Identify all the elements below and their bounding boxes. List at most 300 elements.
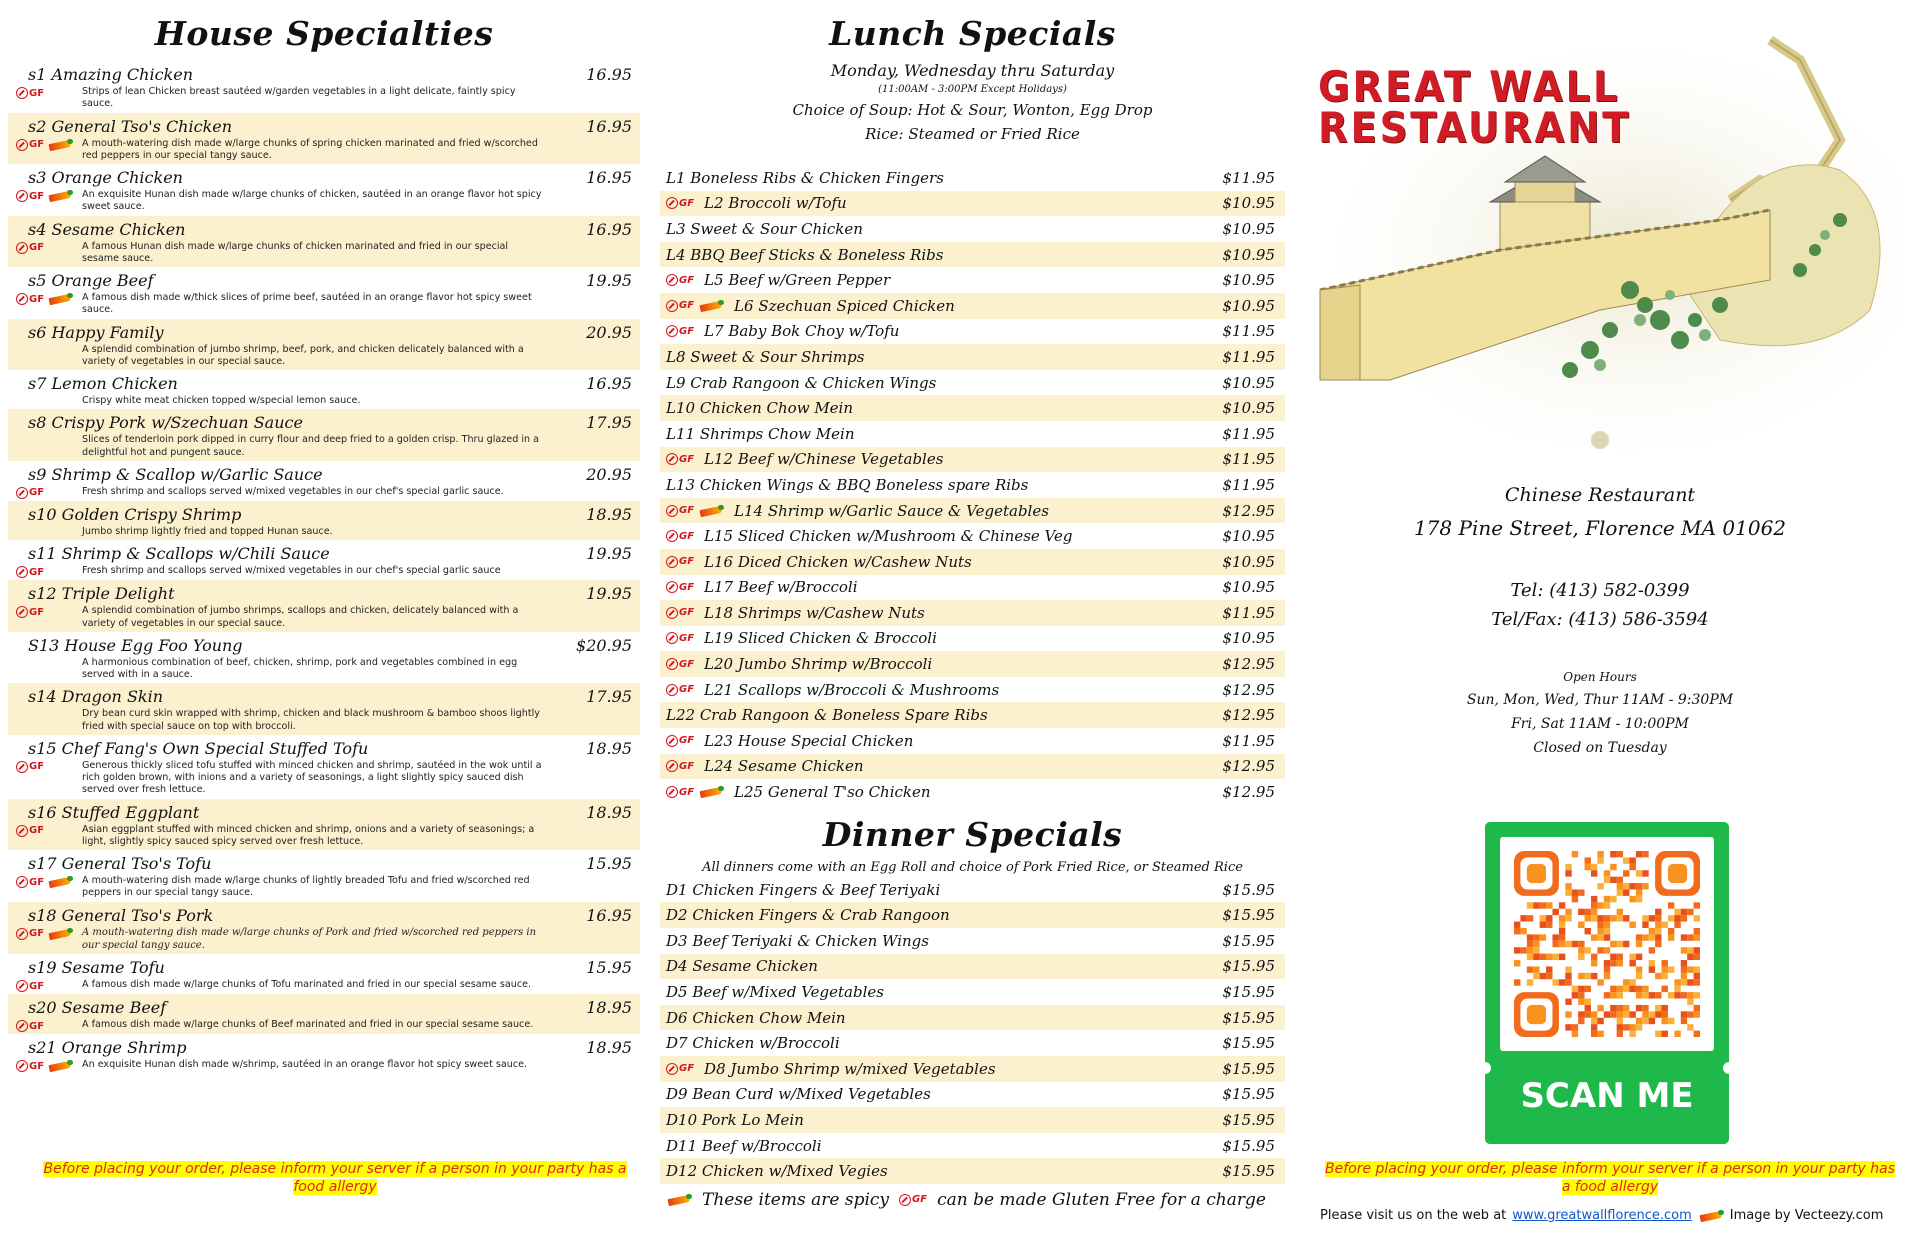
house-item-header <box>16 584 632 603</box>
lunch-item <box>660 370 1285 396</box>
house-item <box>8 850 640 902</box>
scan-me-label: SCAN ME <box>1520 1076 1694 1116</box>
gluten-free-icon: GF <box>666 607 694 619</box>
contact-info <box>1360 484 1840 756</box>
item-description: Generous thickly sliced tofu stuffed with minced chicken and shrimp, sautéed in the wok until a rich golden brown, with inions and a variety of seasonings, a light slightly spicy sauced dish served over fresh lettuce. <box>82 759 542 796</box>
item-description: A splendid combination of jumbo shrimps, scallops and chicken, delicately balanced with a variety of vegetables in our special sauce. <box>82 605 519 629</box>
item-name: L24 Sesame Chicken <box>704 757 864 776</box>
item-name: s20 Sesame Beef <box>28 998 167 1018</box>
item-description: A harmonious combination of beef, chicken, shrimp, pork and vegetables combined in egg served with in a sauce. <box>82 656 518 681</box>
house-item <box>8 319 640 371</box>
telephone: Tel: (413) 582-0399 <box>1510 580 1690 601</box>
dinner-item <box>660 902 1285 928</box>
house-item-detail <box>16 708 632 733</box>
qr-code-frame <box>1500 837 1714 1051</box>
lunch-specials-title: Lunch Specials <box>829 14 1116 53</box>
item-name: D7 Chicken w/Broccoli <box>666 1034 840 1053</box>
item-price: 18.95 <box>586 1038 632 1058</box>
gluten-free-icon: GF <box>666 760 694 772</box>
item-label <box>666 553 972 571</box>
item-name: L20 Jumbo Shrimp w/Broccoli <box>704 655 933 674</box>
house-item-detail <box>16 434 632 459</box>
house-item-header <box>16 271 632 290</box>
house-item-header <box>16 906 632 925</box>
item-name: L15 Sliced Chicken w/Mushroom & Chinese Veg <box>704 527 1073 546</box>
item-icons <box>16 526 82 527</box>
item-price: $15.95 <box>1222 1162 1275 1181</box>
item-name: s12 Triple Delight <box>28 584 175 604</box>
item-icons <box>666 325 694 337</box>
house-specialties-section <box>8 14 640 1074</box>
item-icons <box>16 395 82 396</box>
gluten-free-icon: GF <box>666 505 694 517</box>
item-name: L9 Crab Rangoon & Chicken Wings <box>666 373 937 392</box>
item-price: 16.95 <box>586 65 632 84</box>
gluten-free-icon: GF <box>16 190 44 202</box>
dinner-item <box>660 1133 1285 1159</box>
item-price: 19.95 <box>586 271 632 291</box>
house-item <box>8 267 640 319</box>
gluten-free-icon: GF <box>666 632 694 644</box>
item-icons <box>666 300 724 312</box>
item-description: Crispy white meat chicken topped w/special lemon sauce. <box>82 395 361 407</box>
item-label <box>666 1137 822 1155</box>
item-name: s19 Sesame Tofu <box>28 958 165 978</box>
item-price: $10.95 <box>1222 527 1275 546</box>
gluten-free-icon: GF <box>666 658 694 670</box>
lunch-item <box>660 600 1285 626</box>
house-item-detail <box>16 189 632 214</box>
item-name: L2 Broccoli w/Tofu <box>704 194 847 213</box>
item-icons <box>16 565 82 578</box>
legend-gf-text: can be made Gluten Free for a charge <box>937 1189 1266 1210</box>
house-item-detail <box>16 824 632 849</box>
chili-pepper-icon <box>666 1194 692 1206</box>
house-item-detail <box>16 138 632 163</box>
house-item <box>8 501 640 540</box>
house-item <box>8 735 640 799</box>
item-name: s17 General Tso's Tofu <box>28 854 212 874</box>
house-item-detail <box>16 979 632 992</box>
item-description: A mouth-watering dish made w/large chunks of spring chicken marinated and fried w/scorched red peppers in our special tangy sauce. <box>82 137 538 161</box>
qr-notch-left <box>1479 1062 1491 1074</box>
lunch-item <box>660 319 1285 345</box>
house-item-header <box>16 465 632 484</box>
item-name: L3 Sweet & Sour Chicken <box>666 219 863 238</box>
allergy-notice-right <box>1320 1160 1900 1196</box>
item-name: D5 Beef w/Mixed Vegetables <box>666 983 884 1002</box>
item-label <box>666 425 854 443</box>
item-price: $15.95 <box>1222 1059 1275 1078</box>
gluten-free-icon: GF <box>666 581 694 593</box>
item-label <box>666 604 925 622</box>
item-price: 17.95 <box>586 687 632 707</box>
item-name: D1 Chicken Fingers & Beef Teriyaki <box>666 880 941 899</box>
item-name: L18 Shrimps w/Cashew Nuts <box>704 603 925 622</box>
icon-legend <box>660 1190 1285 1210</box>
item-description: A famous dish made w/thick slices of prime beef, sautéed in an orange flavor hot spicy sweet sauce. <box>82 292 532 316</box>
item-label <box>666 983 884 1001</box>
gluten-free-icon: GF <box>16 139 44 151</box>
item-price: 20.95 <box>586 322 632 342</box>
house-item-header <box>16 998 632 1017</box>
item-name: L23 House Special Chicken <box>704 731 914 750</box>
item-name: s11 Shrimp & Scallops w/Chili Sauce <box>28 544 330 564</box>
item-name: L11 Shrimps Chow Mein <box>666 424 855 443</box>
item-icons <box>666 658 694 670</box>
house-item-detail <box>16 927 632 953</box>
item-description: A famous Hunan dish made w/large chunks of chicken marinated and fried in our special sesame sauce. <box>82 240 509 264</box>
gluten-free-icon: GF <box>16 876 44 888</box>
item-price: $15.95 <box>1222 1085 1275 1104</box>
item-price: $12.95 <box>1222 706 1275 725</box>
website-link[interactable]: www.greatwallflorence.com <box>1512 1208 1692 1223</box>
item-price: $11.95 <box>1222 347 1275 366</box>
house-item-detail <box>16 486 632 499</box>
lunch-item <box>660 165 1285 191</box>
item-price: 18.95 <box>586 998 632 1018</box>
chili-pepper-icon <box>698 300 724 312</box>
dinner-item <box>660 1056 1285 1082</box>
house-item <box>8 216 640 268</box>
item-name: L4 BBQ Beef Sticks & Boneless Ribs <box>666 245 944 264</box>
gluten-free-icon: GF <box>666 197 694 209</box>
dinner-item <box>660 877 1285 903</box>
item-label <box>666 1009 846 1027</box>
item-name: s3 Orange Chicken <box>28 168 183 188</box>
lunch-item <box>660 395 1285 421</box>
gluten-free-icon: GF <box>16 242 44 254</box>
item-label <box>666 502 1049 520</box>
restaurant-type: Chinese Restaurant <box>1504 484 1696 506</box>
gluten-free-icon: GF <box>666 556 694 568</box>
item-price: $11.95 <box>1222 424 1275 443</box>
item-price: $11.95 <box>1222 322 1275 341</box>
item-price: 16.95 <box>586 168 632 188</box>
chili-pepper-icon <box>47 190 73 202</box>
house-item-detail <box>16 605 632 630</box>
item-name: L19 Sliced Chicken & Broccoli <box>704 629 937 648</box>
item-icons <box>16 605 82 618</box>
item-icons <box>16 979 82 992</box>
item-name: L25 General T'so Chicken <box>734 783 931 802</box>
lunch-specials-list <box>660 165 1285 805</box>
house-item-header <box>16 168 632 187</box>
gluten-free-icon: GF <box>666 684 694 696</box>
item-label <box>666 706 988 724</box>
item-price: $10.95 <box>1222 271 1275 290</box>
gluten-free-icon: GF <box>16 487 44 499</box>
item-icons <box>666 505 724 517</box>
house-item-header <box>16 117 632 136</box>
gluten-free-icon: GF <box>16 1020 44 1032</box>
qr-code-card[interactable] <box>1485 822 1729 1144</box>
gluten-free-icon: GF <box>16 293 44 305</box>
item-price: $10.95 <box>1222 296 1275 315</box>
item-name: L14 Shrimp w/Garlic Sauce & Vegetables <box>734 501 1049 520</box>
item-price: $12.95 <box>1222 783 1275 802</box>
qr-code-icon <box>1514 851 1700 1037</box>
allergy-notice-left <box>40 1160 630 1196</box>
house-item <box>8 799 640 851</box>
house-item <box>8 1034 640 1074</box>
house-item-header <box>16 505 632 524</box>
item-label <box>666 450 943 468</box>
gluten-free-icon: GF <box>16 606 44 618</box>
item-price: $12.95 <box>1222 655 1275 674</box>
gluten-free-icon: GF <box>666 453 694 465</box>
footer <box>1320 1208 1900 1223</box>
chili-pepper-icon <box>47 928 73 940</box>
item-price: $12.95 <box>1222 501 1275 520</box>
house-item <box>8 683 640 735</box>
gluten-free-icon: GF <box>16 566 44 578</box>
item-price: $10.95 <box>1222 245 1275 264</box>
item-icons <box>16 760 82 773</box>
item-description: Strips of lean Chicken breast sautéed w/garden vegetables in a light delicate, faintly spicy sauce. <box>82 86 516 110</box>
item-label <box>666 374 936 392</box>
item-icons <box>666 197 694 209</box>
item-price: 16.95 <box>586 374 632 394</box>
house-item-header <box>16 958 632 977</box>
item-name: S13 House Egg Foo Young <box>28 635 243 655</box>
item-icons <box>666 1063 694 1075</box>
item-name: s7 Lemon Chicken <box>28 374 178 394</box>
item-price: $10.95 <box>1222 578 1275 597</box>
chili-pepper-icon <box>47 1060 73 1072</box>
image-credit: Image by Vecteezy.com <box>1729 1208 1884 1223</box>
house-item-detail <box>16 395 632 407</box>
item-price: 18.95 <box>586 504 632 524</box>
item-name: D10 Pork Lo Mein <box>666 1110 804 1129</box>
lunch-item <box>660 242 1285 268</box>
lunch-item <box>660 677 1285 703</box>
gluten-free-icon: GF <box>666 325 694 337</box>
item-label <box>666 271 890 289</box>
house-specialties-title: House Specialties <box>154 14 494 53</box>
lunch-item <box>660 293 1285 319</box>
house-item-header <box>16 739 632 758</box>
item-label <box>666 169 944 187</box>
item-icons <box>666 735 694 747</box>
lunch-item <box>660 549 1285 575</box>
house-item-detail <box>16 292 632 317</box>
lunch-item <box>660 754 1285 780</box>
gluten-free-icon: GF <box>666 300 694 312</box>
dinner-item <box>660 1005 1285 1031</box>
item-description: Asian eggplant stuffed with minced chicken and shrimp, onions and a variety of seasonings; a light, slightly spicy sauced spicy served over fresh lettuce. <box>82 823 535 847</box>
lunch-item <box>660 344 1285 370</box>
house-item <box>8 580 640 632</box>
house-item <box>8 902 640 955</box>
lunch-item <box>660 498 1285 524</box>
gluten-free-icon: GF <box>16 928 44 940</box>
dinner-item <box>660 954 1285 980</box>
dinner-item <box>660 1030 1285 1056</box>
item-price: $12.95 <box>1222 680 1275 699</box>
gluten-free-icon: GF <box>16 980 44 992</box>
house-item-header <box>16 636 632 655</box>
chili-pepper-icon <box>698 786 724 798</box>
house-item <box>8 540 640 580</box>
house-item-header <box>16 854 632 873</box>
item-price: $11.95 <box>1222 450 1275 469</box>
lunch-item <box>660 575 1285 601</box>
house-item <box>8 461 640 501</box>
item-label <box>666 348 864 366</box>
item-name: s10 Golden Crispy Shrimp <box>28 504 242 524</box>
item-price: $15.95 <box>1222 1110 1275 1129</box>
house-item-header <box>16 1038 632 1057</box>
item-description: A mouth-watering dish made w/large chunks of lightly breaded Tofu and fried w/scorched red peppers in our special tangy sauce. <box>82 875 530 899</box>
house-item <box>8 409 640 461</box>
lunch-hours: (11:00AM - 3:00PM Except Holidays) <box>878 84 1067 95</box>
item-price: $15.95 <box>1222 1034 1275 1053</box>
item-name: s5 Orange Beef <box>28 271 154 291</box>
item-label <box>666 732 913 750</box>
lunch-item <box>660 626 1285 652</box>
item-description: An exquisite Hunan dish made w/shrimp, sautéed in an orange flavor hot spicy sweet sauce. <box>82 1059 528 1071</box>
item-label <box>666 1034 840 1052</box>
item-price: $10.95 <box>1222 373 1275 392</box>
chili-pepper-icon <box>47 139 73 151</box>
item-name: s18 General Tso's Pork <box>28 905 214 925</box>
house-item-header <box>16 65 632 84</box>
dinner-item <box>660 1082 1285 1108</box>
item-label <box>666 957 818 975</box>
lunch-item <box>660 447 1285 473</box>
item-price: 20.95 <box>586 464 632 484</box>
chili-pepper-icon <box>47 876 73 888</box>
dinner-item <box>660 928 1285 954</box>
item-name: s16 Stuffed Eggplant <box>28 802 200 822</box>
item-icons <box>666 607 694 619</box>
item-name: L22 Crab Rangoon & Boneless Spare Ribs <box>666 706 988 725</box>
item-price: 15.95 <box>586 854 632 874</box>
house-item-header <box>16 323 632 342</box>
item-icons <box>16 1059 82 1072</box>
item-name: L17 Beef w/Broccoli <box>704 578 858 597</box>
house-item <box>8 632 640 684</box>
item-name: s1 Amazing Chicken <box>28 65 194 84</box>
lunch-item <box>660 728 1285 754</box>
house-item-detail <box>16 657 632 682</box>
house-item-detail <box>16 1019 632 1032</box>
item-price: $15.95 <box>1222 906 1275 925</box>
gluten-free-icon: GF <box>16 825 44 837</box>
gluten-free-icon: GF <box>666 274 694 286</box>
item-icons <box>666 556 694 568</box>
item-price: $10.95 <box>1222 219 1275 238</box>
item-icons <box>16 927 82 940</box>
restaurant-address: 178 Pine Street, Florence MA 01062 <box>1413 516 1787 540</box>
item-price: $15.95 <box>1222 983 1275 1002</box>
gluten-free-icon: GF <box>666 786 694 798</box>
gluten-free-icon: GF <box>16 761 44 773</box>
item-description: A famous dish made w/large chunks of Beef marinated and fried in our special sesame sauce. <box>82 1019 534 1031</box>
item-icons <box>16 875 82 888</box>
house-item-header <box>16 413 632 432</box>
item-label <box>666 681 999 699</box>
item-name: D12 Chicken w/Mixed Vegies <box>666 1162 888 1181</box>
house-item-header <box>16 374 632 393</box>
hours-line: Fri, Sat 11AM - 10:00PM <box>1511 716 1689 732</box>
item-price: 16.95 <box>586 116 632 136</box>
item-price: $11.95 <box>1222 168 1275 187</box>
lunch-item <box>660 191 1285 217</box>
item-label <box>666 578 858 596</box>
item-label <box>666 906 950 924</box>
item-price: $12.95 <box>1222 757 1275 776</box>
item-price: $11.95 <box>1222 603 1275 622</box>
item-description: A splendid combination of jumbo shrimp, beef, pork, and chicken delicately balanced with a variety of vegetables in our special sauce. <box>82 343 524 367</box>
item-name: s8 Crispy Pork w/Szechuan Sauce <box>28 413 303 433</box>
item-name: D3 Beef Teriyaki & Chicken Wings <box>666 931 929 950</box>
house-item-detail <box>16 875 632 900</box>
item-icons <box>16 138 82 151</box>
lunch-item <box>660 779 1285 805</box>
item-name: L21 Scallops w/Broccoli & Mushrooms <box>704 680 1000 699</box>
item-label <box>666 1060 996 1078</box>
house-item-header <box>16 803 632 822</box>
item-label <box>666 1162 888 1180</box>
house-item <box>8 954 640 994</box>
house-item-detail <box>16 344 632 369</box>
dinner-item <box>660 1107 1285 1133</box>
item-icons <box>16 434 82 435</box>
item-name: L8 Sweet & Sour Shrimps <box>666 347 865 366</box>
item-icons <box>16 657 82 658</box>
house-item <box>8 164 640 216</box>
item-description: A famous dish made w/large chunks of Tofu marinated and fried in our special sesame sauce. <box>82 979 532 991</box>
item-label <box>666 322 899 340</box>
item-price: $10.95 <box>1222 629 1275 648</box>
item-label <box>666 527 1072 545</box>
item-name: D11 Beef w/Broccoli <box>666 1136 822 1155</box>
item-price: $15.95 <box>1222 957 1275 976</box>
item-name: L10 Chicken Chow Mein <box>666 399 854 418</box>
item-price: 17.95 <box>586 413 632 433</box>
house-item <box>8 113 640 165</box>
dinner-note: All dinners come with an Egg Roll and choice of Pork Fried Rice, or Steamed Rice <box>702 859 1243 875</box>
item-name: D4 Sesame Chicken <box>666 957 818 976</box>
item-price: $15.95 <box>1222 1136 1275 1155</box>
item-icons <box>666 453 694 465</box>
item-price: 16.95 <box>586 905 632 925</box>
item-price: $15.95 <box>1222 880 1275 899</box>
chili-pepper-icon <box>698 505 724 517</box>
item-price: $10.95 <box>1222 552 1275 571</box>
item-name: s4 Sesame Chicken <box>28 219 186 239</box>
house-item <box>8 994 640 1034</box>
item-price: 16.95 <box>586 219 632 239</box>
item-name: L5 Beef w/Green Pepper <box>704 271 891 290</box>
item-label <box>666 246 943 264</box>
dinner-specials-list <box>660 877 1285 1184</box>
item-name: L1 Boneless Ribs & Chicken Fingers <box>666 168 944 187</box>
house-item-detail <box>16 565 632 578</box>
item-icons <box>666 684 694 696</box>
house-item-detail <box>16 760 632 797</box>
item-price: 19.95 <box>586 544 632 564</box>
item-name: s9 Shrimp & Scallop w/Garlic Sauce <box>28 464 323 484</box>
house-item-detail <box>16 1059 632 1072</box>
item-label <box>666 783 931 801</box>
item-label <box>666 757 864 775</box>
item-label <box>666 655 932 673</box>
restaurant-logo <box>1318 62 1632 153</box>
house-item <box>8 370 640 409</box>
